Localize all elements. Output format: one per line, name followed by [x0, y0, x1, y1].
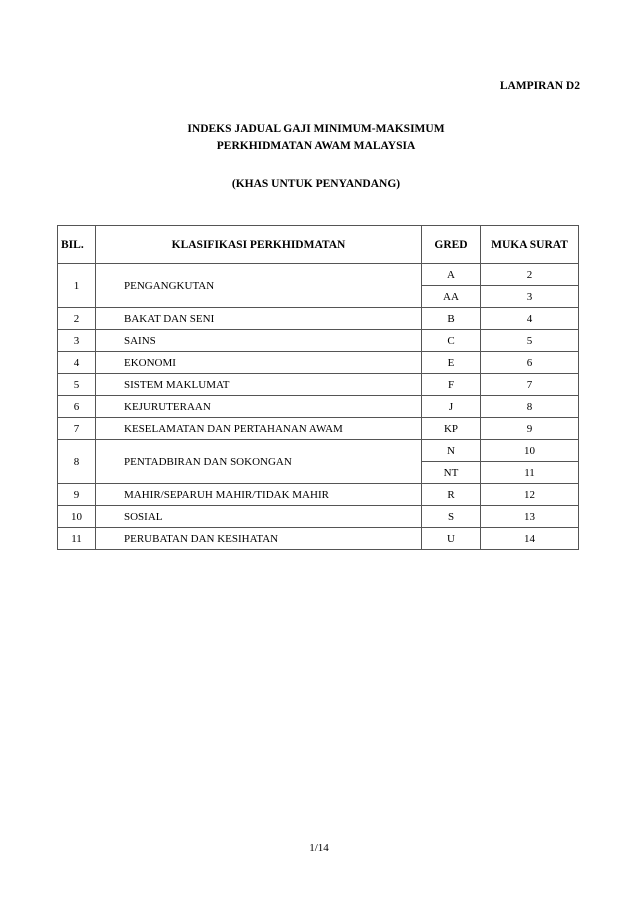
table-header-row	[58, 226, 579, 264]
cell-bil: 4	[58, 352, 96, 374]
table-row	[58, 528, 579, 550]
cell-gred: C	[422, 330, 481, 352]
cell-gred: KP	[422, 418, 481, 440]
document-title-line1: INDEKS JADUAL GAJI MINIMUM-MAKSIMUM	[187, 123, 445, 135]
table-body	[58, 264, 579, 550]
cell-klasifikasi: SISTEM MAKLUMAT	[96, 374, 422, 396]
table-row	[58, 418, 579, 440]
cell-muka-surat: 8	[481, 396, 579, 418]
table-row	[58, 374, 579, 396]
cell-muka-surat: 11	[481, 462, 579, 484]
column-header-muka-surat: MUKA SURAT	[481, 226, 579, 264]
page-number: 1/14	[309, 842, 329, 854]
cell-bil: 7	[58, 418, 96, 440]
cell-klasifikasi: SOSIAL	[96, 506, 422, 528]
cell-muka-surat: 10	[481, 440, 579, 462]
cell-bil: 11	[58, 528, 96, 550]
cell-muka-surat: 14	[481, 528, 579, 550]
column-header-klasifikasi: KLASIFIKASI PERKHIDMATAN	[96, 226, 422, 264]
table-row	[58, 308, 579, 330]
cell-gred: NT	[422, 462, 481, 484]
cell-bil: 5	[58, 374, 96, 396]
column-header-gred: GRED	[422, 226, 481, 264]
cell-gred: R	[422, 484, 481, 506]
column-header-bil: BIL.	[58, 226, 96, 264]
cell-gred: U	[422, 528, 481, 550]
cell-gred: S	[422, 506, 481, 528]
cell-muka-surat: 4	[481, 308, 579, 330]
table-row	[58, 484, 579, 506]
cell-klasifikasi: MAHIR/SEPARUH MAHIR/TIDAK MAHIR	[96, 484, 422, 506]
cell-muka-surat: 12	[481, 484, 579, 506]
cell-muka-surat: 6	[481, 352, 579, 374]
cell-klasifikasi: SAINS	[96, 330, 422, 352]
cell-klasifikasi: PENTADBIRAN DAN SOKONGAN	[96, 440, 422, 484]
cell-gred: E	[422, 352, 481, 374]
cell-gred: B	[422, 308, 481, 330]
cell-bil: 9	[58, 484, 96, 506]
cell-bil: 10	[58, 506, 96, 528]
cell-klasifikasi: KEJURUTERAAN	[96, 396, 422, 418]
table-row	[58, 440, 579, 462]
table-row	[58, 396, 579, 418]
cell-klasifikasi: EKONOMI	[96, 352, 422, 374]
cell-muka-surat: 5	[481, 330, 579, 352]
cell-bil: 6	[58, 396, 96, 418]
table-row	[58, 352, 579, 374]
document-title-line2: PERKHIDMATAN AWAM MALAYSIA	[216, 140, 416, 152]
cell-gred: J	[422, 396, 481, 418]
document-subtitle: (KHAS UNTUK PENYANDANG)	[231, 178, 401, 190]
cell-klasifikasi: BAKAT DAN SENI	[96, 308, 422, 330]
lampiran-label: LAMPIRAN D2	[499, 80, 580, 92]
cell-bil: 8	[58, 440, 96, 484]
cell-bil: 1	[58, 264, 96, 308]
cell-muka-surat: 7	[481, 374, 579, 396]
cell-muka-surat: 2	[481, 264, 579, 286]
cell-gred: F	[422, 374, 481, 396]
cell-muka-surat: 9	[481, 418, 579, 440]
cell-muka-surat: 3	[481, 286, 579, 308]
table-row	[58, 506, 579, 528]
cell-bil: 3	[58, 330, 96, 352]
cell-gred: A	[422, 264, 481, 286]
table-row	[58, 264, 579, 286]
cell-klasifikasi: KESELAMATAN DAN PERTAHANAN AWAM	[96, 418, 422, 440]
cell-bil: 2	[58, 308, 96, 330]
table-row	[58, 330, 579, 352]
cell-klasifikasi: PERUBATAN DAN KESIHATAN	[96, 528, 422, 550]
cell-klasifikasi: PENGANGKUTAN	[96, 264, 422, 308]
cell-gred: N	[422, 440, 481, 462]
cell-gred: AA	[422, 286, 481, 308]
cell-muka-surat: 13	[481, 506, 579, 528]
index-table	[57, 225, 579, 550]
